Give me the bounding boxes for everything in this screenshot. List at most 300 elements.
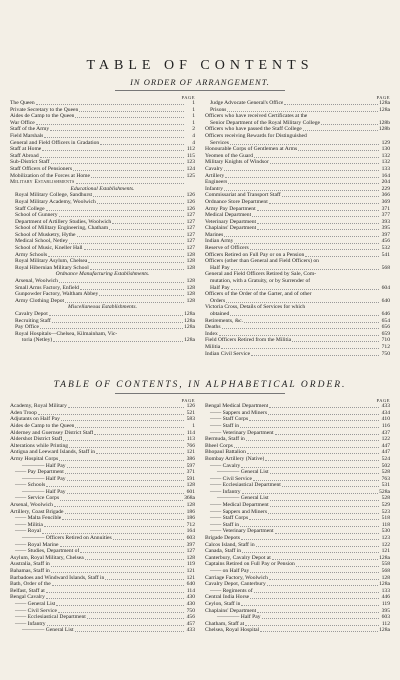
toc-entry (10, 179, 195, 186)
entry-page-number: 121 (381, 548, 390, 555)
entry-page-number: 712 (186, 521, 195, 528)
page-column-label: PAGE (181, 95, 195, 100)
entry-title: —— Staff Corps (210, 515, 249, 522)
entry-page-number: 1 (192, 100, 195, 106)
entry-page-number: 518 (381, 515, 390, 522)
dot-leader (79, 111, 184, 112)
toc-entry (10, 509, 195, 516)
toc-entry (10, 311, 195, 318)
entry-title: Half Pay (210, 284, 230, 291)
entry-title: ———— General List (217, 495, 269, 502)
entry-page-number: 127 (186, 238, 195, 245)
dot-leader (246, 440, 379, 441)
entry-title: Indian Civil Service (205, 350, 251, 357)
entry-page-number: 127 (186, 212, 195, 219)
dot-leader (270, 506, 379, 507)
dot-leader (94, 434, 184, 435)
dot-leader (275, 533, 379, 534)
entry-page-number: 2 (192, 126, 195, 133)
entry-title: —— Schools (15, 482, 46, 489)
entry-title: Veterinary Department (205, 218, 257, 225)
entry-page-number: 568 (381, 568, 390, 574)
toc-entry (10, 555, 195, 562)
entry-title: Engineers (205, 179, 228, 186)
toc-entry (205, 258, 390, 265)
toc-entry (205, 463, 390, 470)
dot-leader (221, 348, 379, 349)
entry-page-number: 446 (381, 594, 390, 601)
entry-title: Reserve of Officers (205, 245, 249, 252)
toc-entry (205, 245, 390, 252)
toc-entry (10, 601, 195, 608)
entry-title: Militia (205, 343, 221, 350)
dot-leader (249, 420, 379, 421)
entry-page-number: 122 (381, 541, 390, 548)
entry-title: The Queen (10, 100, 35, 106)
toc-entry (10, 515, 195, 522)
entry-page-number: 433 (381, 403, 390, 410)
entry-page-number: 646 (381, 311, 390, 317)
entry-title: Orders (210, 297, 226, 304)
toc-entry (205, 522, 390, 529)
contents-left-list (10, 100, 195, 344)
dot-leader (75, 117, 184, 118)
toc-entry (205, 608, 390, 615)
dot-leader (224, 190, 379, 191)
toc-entry (205, 100, 390, 107)
entry-title: Department of Artillery Studies, Woolwich (15, 218, 112, 225)
dot-leader (36, 104, 184, 105)
dot-leader (224, 170, 379, 171)
toc-entry (205, 535, 390, 542)
toc-entry (205, 469, 390, 476)
entry-title: —— Infantry (15, 620, 46, 627)
dot-leader (60, 500, 183, 501)
dot-leader (91, 177, 184, 178)
toc-entry (205, 291, 390, 298)
dot-leader (47, 625, 184, 626)
dot-leader (257, 210, 379, 211)
dot-leader (65, 473, 184, 474)
entry-page-number: 126 (186, 198, 195, 205)
toc-entry (205, 436, 390, 443)
entry-page-number: 128a (379, 100, 390, 106)
entry-title: Chaplains' Department (205, 225, 257, 232)
toc-entry (205, 238, 390, 245)
entry-title: Senior Department of the Royal Military College (210, 119, 320, 126)
dot-leader (75, 631, 184, 632)
toc-entry (10, 159, 195, 166)
dot-leader (242, 493, 379, 494)
dot-leader (99, 295, 184, 296)
entry-page-number: 4 (192, 132, 195, 139)
toc-entry (205, 212, 390, 219)
toc-entry (10, 173, 195, 180)
toc-entry (205, 225, 390, 232)
toc-entry (205, 403, 390, 410)
dot-leader (56, 605, 184, 606)
dot-leader (46, 592, 184, 593)
entry-title: Gunpowder Factory, Waltham Abbey (15, 291, 99, 298)
toc-entry (10, 443, 195, 450)
toc-entry (205, 456, 390, 463)
dot-leader (225, 177, 379, 178)
entry-page-number: 114 (186, 587, 195, 594)
toc-entry (10, 482, 195, 489)
alphabetical-left-column (10, 398, 195, 634)
toc-entry (205, 430, 390, 437)
entry-title: Judge Advocate General's Office (210, 100, 284, 106)
entry-title: Military Knights of Windsor (205, 159, 269, 166)
toc-entry (205, 285, 390, 292)
entry-page-number: 123 (186, 159, 195, 166)
entry-page-number: 126 (186, 205, 195, 212)
entry-title: Aden Troop (10, 409, 37, 416)
dot-leader (260, 631, 378, 632)
entry-page-number: 204 (381, 179, 390, 186)
dot-leader (105, 579, 184, 580)
dot-leader (303, 130, 378, 131)
entry-title: Staff of the Army (10, 126, 50, 133)
dot-leader (257, 229, 379, 230)
dot-leader (52, 585, 184, 586)
dot-leader (49, 315, 183, 316)
dot-leader (53, 341, 183, 342)
toc-entry (205, 140, 390, 147)
entry-page-number: 127 (186, 218, 195, 225)
entry-title: —— Civil Service (15, 607, 57, 614)
entry-page-number: 128 (186, 554, 195, 561)
entry-title: Staff Abroad (10, 152, 39, 159)
entry-page-number: 132 (381, 152, 390, 159)
dot-leader (321, 124, 378, 125)
alphabetical-left-list (10, 403, 195, 634)
dot-leader (270, 473, 379, 474)
entry-page-number: 128 (186, 297, 195, 304)
toc-entry (10, 608, 195, 615)
entry-page-number: 114 (186, 429, 195, 436)
entry-page-number: 116 (381, 422, 390, 429)
toc-entry (205, 311, 390, 318)
entry-title: —— Infantry (210, 488, 241, 495)
toc-entry (10, 495, 195, 502)
entry-page-number: 127 (186, 225, 195, 232)
toc-entry (10, 568, 195, 575)
dot-leader (241, 605, 379, 606)
entry-page-number: 122 (381, 436, 390, 443)
entry-title: Victoria Cross, Details of Services for which (205, 304, 306, 311)
toc-entry (10, 285, 195, 292)
dot-leader (226, 302, 379, 303)
dot-leader (251, 355, 379, 356)
dot-leader (42, 150, 184, 151)
entry-page-number: 386 (186, 455, 195, 462)
toc-entry (10, 502, 195, 509)
toc-entry (205, 482, 390, 489)
dot-leader (240, 427, 379, 428)
dot-leader (87, 618, 184, 619)
toc-entry (205, 594, 390, 601)
entry-page-number: 528 (381, 495, 390, 502)
entry-page-number: 531 (381, 482, 390, 489)
dot-leader (228, 183, 379, 184)
entry-title: Yeomen of the Guard (205, 152, 254, 159)
toc-entry (205, 542, 390, 549)
entry-title: —— Civil Service (210, 475, 252, 482)
entry-title: Honourable Corps of Gentlemen at Arms (205, 146, 298, 153)
dot-leader (230, 315, 379, 316)
toc-entry (10, 548, 195, 555)
dot-leader (36, 124, 184, 125)
entry-title: Staff College (15, 205, 45, 212)
toc-entry (10, 410, 195, 417)
entry-title: Australia, Staff in (10, 561, 50, 568)
entry-title: Central India Horse (205, 594, 250, 601)
toc-entry (10, 278, 195, 285)
toc-entry (205, 449, 390, 456)
toc-entry (10, 522, 195, 529)
dot-leader (254, 592, 379, 593)
entry-title: Artillery (205, 172, 225, 179)
dot-leader (257, 223, 379, 224)
entry-page-number: 1 (192, 119, 195, 126)
toc-entry (10, 621, 195, 628)
toc-entry (205, 219, 390, 226)
dot-leader (90, 269, 184, 270)
toc-entry (10, 107, 195, 114)
entry-page-number: 597 (186, 462, 195, 469)
entry-title: Canterbury, Cavalry Depot at (205, 554, 271, 561)
dot-leader (60, 546, 185, 547)
dot-leader (247, 453, 379, 454)
entry-page-number: 4 (192, 139, 195, 146)
entry-page-number: 640 (381, 297, 390, 304)
entry-title: Brigade Depots (205, 535, 240, 542)
entry-page-number: 447 (381, 449, 390, 456)
toc-entry (205, 410, 390, 417)
entry-page-number: 118 (381, 521, 390, 528)
entry-page-number: 395 (381, 225, 390, 232)
entry-page-number: 502 (381, 462, 390, 469)
entry-title: School of Military Engineering, Chatham (15, 225, 109, 232)
entry-title: Field Marshals (10, 132, 44, 139)
toc-entry (10, 252, 195, 259)
entry-page-number: 434 (381, 409, 390, 416)
alphabetical-right-list (205, 403, 390, 634)
toc-entry (10, 436, 195, 443)
dot-leader (65, 513, 184, 514)
entry-page-number: 529 (381, 502, 390, 509)
toc-entry (205, 318, 390, 325)
entry-title: Officers (other than General and Field Officers) on (205, 258, 319, 265)
dot-leader (69, 243, 184, 244)
entry-title: mutation, with a Gratuity, or by Surrender of (210, 278, 311, 285)
toc-entry (205, 575, 390, 582)
toc-entry (205, 304, 390, 311)
entry-page-number: 528 (381, 469, 390, 476)
dot-leader (270, 163, 379, 164)
entry-title: Aides de Camp to the Queen (10, 113, 75, 120)
entry-page-number: 112 (186, 146, 195, 153)
toc-entry (10, 489, 195, 496)
toc-entry (205, 601, 390, 608)
toc-entry (205, 561, 390, 568)
entry-title: Bengal Medical Department (205, 403, 269, 410)
entry-page-number: 128b (378, 126, 390, 133)
toc-entry (10, 423, 195, 430)
dot-leader (256, 546, 379, 547)
toc-entry (10, 146, 195, 153)
dot-leader (292, 341, 379, 342)
entry-title: —— Regiments of (210, 587, 253, 594)
dot-leader (88, 262, 184, 263)
dot-leader (253, 480, 379, 481)
entry-page-number: 130 (381, 146, 390, 153)
entry-title: Bahamas, Staff in (10, 568, 50, 574)
entry-title: Small Arms Factory, Enfield (15, 284, 79, 291)
entry-page-number: 121 (186, 449, 195, 456)
toc-entry (205, 232, 390, 239)
entry-page-number: 164 (381, 172, 390, 179)
dot-leader (77, 236, 184, 237)
entry-title: Artillery, Coast Brigade (10, 508, 64, 515)
toc-entry (205, 416, 390, 423)
entry-title: Carriage Factory, Woolwich (205, 574, 268, 581)
entry-title: School of Gunnery (15, 212, 58, 219)
dot-leader (244, 322, 379, 323)
dot-leader (249, 519, 379, 520)
toc-entry (10, 192, 195, 199)
entry-title: Services (210, 139, 229, 146)
entry-title: Officers Retired on Full Pay or on a Pension (205, 251, 305, 258)
entry-page-number: 371 (186, 469, 195, 476)
entry-title: Army Clothing Depot (15, 297, 65, 304)
section-heading: Educational Establishments. (70, 185, 135, 192)
dot-leader (254, 157, 379, 158)
entry-title: —— Studies, Department of (15, 548, 80, 555)
entry-page-number: 128 (381, 574, 390, 581)
toc-entry (205, 324, 390, 331)
entry-page-number: 186 (186, 515, 195, 522)
toc-entry (205, 199, 390, 206)
entry-page-number: 121 (186, 574, 195, 581)
entry-title: —— Royal (15, 528, 41, 535)
toc-entry (10, 120, 195, 127)
toc-entry (10, 126, 195, 133)
dot-leader (112, 223, 184, 224)
entry-page-number: 128b (378, 119, 390, 126)
entry-title: Retirements, &c. (205, 317, 244, 324)
entry-title: Royal Hibernian Military School (15, 264, 89, 271)
toc-entry (205, 528, 390, 535)
entry-title: Army Schools (15, 251, 48, 258)
entry-page-number: 113 (186, 436, 195, 443)
entry-page-number: 128 (186, 264, 195, 271)
dot-leader (67, 467, 184, 468)
entry-title: —— Sappers and Miners (210, 508, 268, 515)
section-heading: Miscellaneous Establishments. (68, 304, 137, 311)
entry-title: Captains Retired on Full Pay or Pension (205, 561, 295, 568)
entry-title: Staff Officers of Pensioners (10, 165, 73, 172)
contents-subtitle: IN ORDER OF ARRANGEMENT. (130, 77, 270, 87)
entry-title: Pay Office (15, 324, 39, 331)
toc-entry (10, 153, 195, 160)
entry-page-number: 568 (381, 264, 390, 271)
entry-title: —— Pay Department (15, 469, 64, 476)
entry-page-number: 766 (186, 442, 195, 449)
dot-leader (38, 414, 184, 415)
entry-title: toria (Netley) (22, 337, 53, 344)
entry-title: Academy, Royal Military (10, 403, 67, 410)
entry-page-number: 128a (184, 317, 195, 324)
toc-entry (10, 575, 195, 582)
dot-leader (61, 420, 184, 421)
entry-title: Staff at Home (10, 146, 42, 153)
entry-title: Adjutants on Half Pay (10, 416, 60, 423)
entry-page-number: 456 (186, 614, 195, 621)
entry-title: Royal Military College, Sandhurst (15, 192, 93, 199)
toc-entry (10, 232, 195, 239)
entry-title: Commissariat and Transport Staff (205, 192, 281, 199)
toc-entry (10, 100, 195, 107)
entry-title: Marines (205, 231, 224, 238)
entry-title: —— Ecclesiastical Department (15, 614, 86, 621)
entry-title: Barbadoes and Windward Islands, Staff in (10, 574, 105, 581)
entry-page-number: 133 (381, 587, 390, 594)
dot-leader (265, 460, 379, 461)
dot-leader (68, 407, 184, 408)
entry-page-number: 119 (381, 600, 390, 607)
toc-entry (205, 351, 390, 358)
toc-entry (10, 561, 195, 568)
entry-title: Field Officers Retired from the Militia (205, 337, 292, 344)
entry-page-number: 132 (381, 159, 390, 166)
dot-leader (76, 183, 185, 184)
entry-title: Private Secretary to the Queen (10, 106, 79, 113)
entry-title: ———— Half Pay (22, 462, 66, 469)
entry-title: —— Ecclesiastical Department (210, 482, 281, 489)
entry-title: Recruiting Staff (15, 317, 51, 324)
entry-page-number: 377 (381, 212, 390, 219)
dot-leader (54, 506, 184, 507)
entry-title: Calcos Island, Staff in (205, 541, 255, 548)
dot-leader (62, 519, 184, 520)
dot-leader (222, 328, 379, 329)
toc-entry (10, 627, 195, 634)
entry-page-number: 128 (186, 251, 195, 258)
toc-entry (10, 337, 195, 344)
toc-entry (10, 219, 195, 226)
entry-title: Bombay Artillery (Native) (205, 455, 265, 462)
toc-entry (10, 133, 195, 140)
entry-page-number: 603 (381, 614, 390, 621)
entry-page-number: 591 (186, 475, 195, 482)
entry-title: —— Veterinary Department (210, 528, 274, 535)
dot-leader (262, 618, 379, 619)
entry-page-number: 1 (192, 422, 195, 429)
entry-page-number: 128a (379, 106, 390, 113)
dot-leader (67, 480, 184, 481)
entry-title: Antigua and Leeward Islands, Staff in (10, 449, 96, 456)
entry-page-number: 128a (379, 627, 390, 634)
dot-leader (298, 150, 379, 151)
entry-page-number: 121 (186, 568, 195, 574)
entry-title: —— Staff Corps (210, 416, 249, 423)
entry-page-number: 524 (381, 455, 390, 462)
toc-entry (10, 331, 195, 338)
toc-entry (10, 245, 195, 252)
dot-leader (85, 559, 184, 560)
